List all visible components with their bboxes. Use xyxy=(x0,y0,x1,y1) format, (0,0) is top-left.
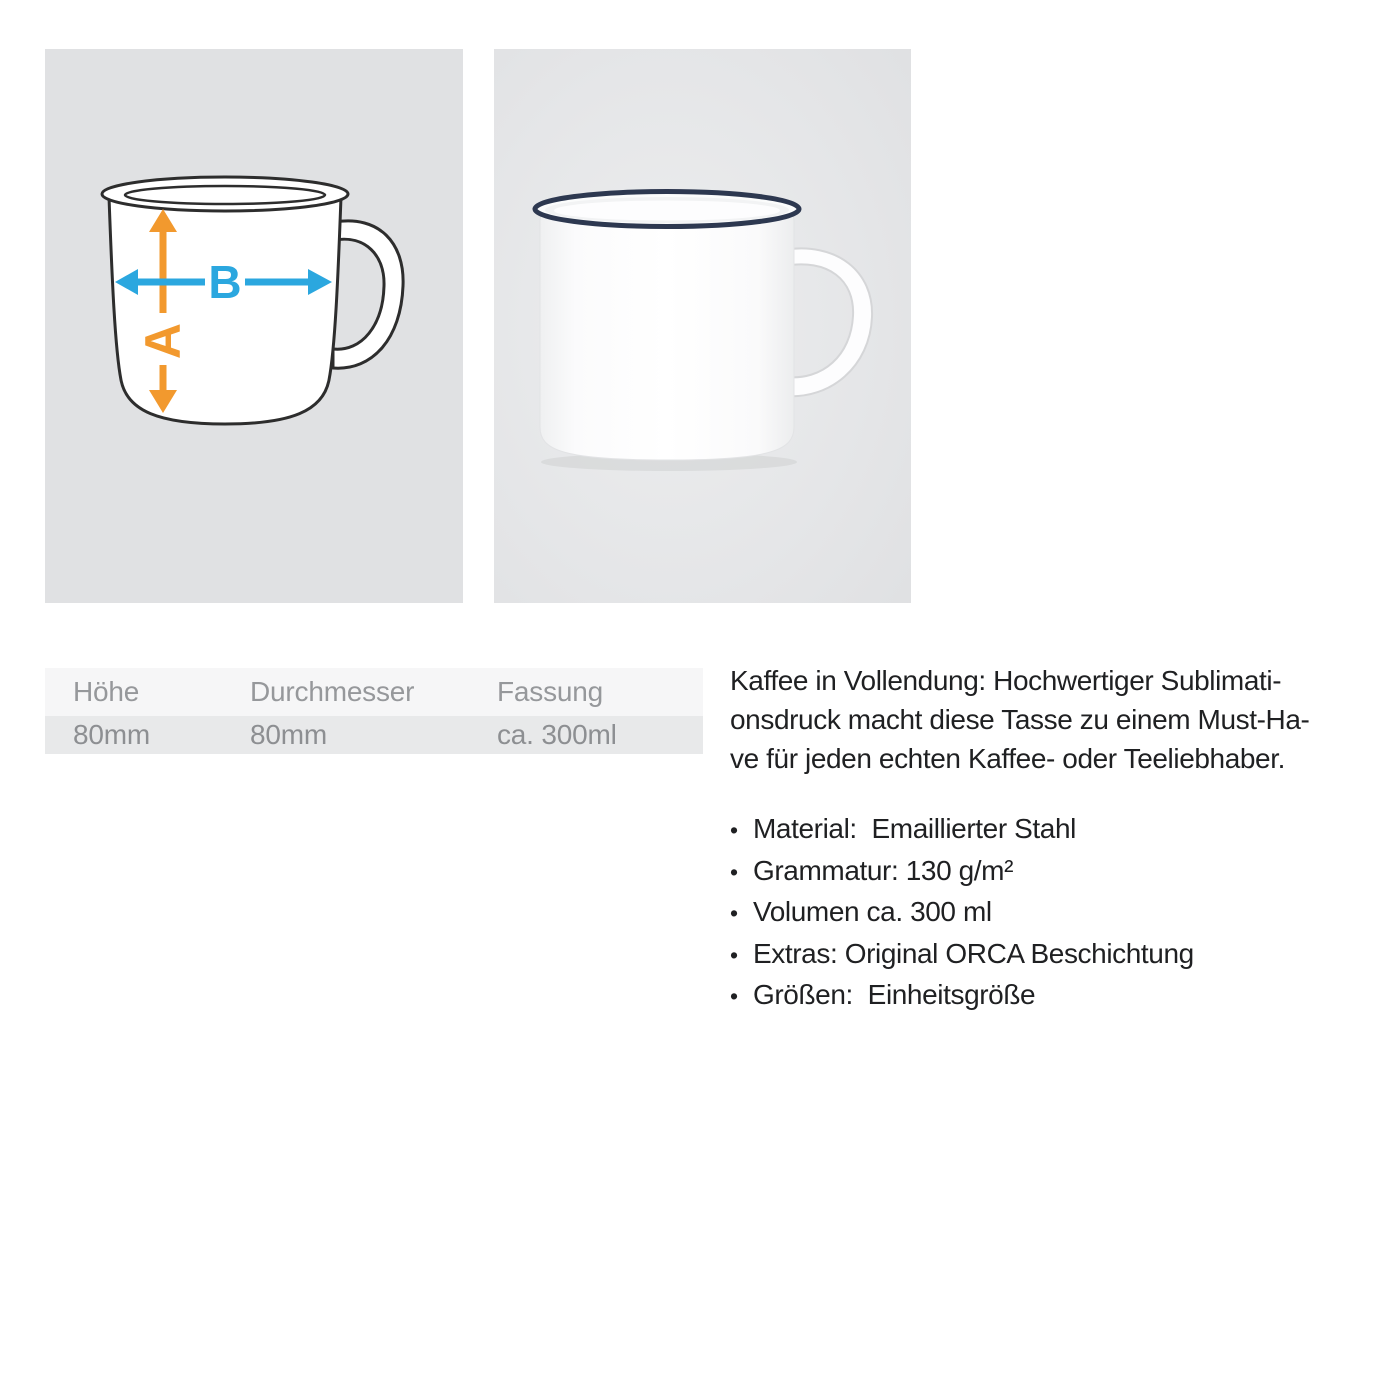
mug-photo-rim-inner xyxy=(554,201,780,221)
feature-groessen: Größen: Einheitsgröße xyxy=(753,979,1036,1010)
product-photo-panel xyxy=(494,49,911,603)
list-item xyxy=(730,892,1390,934)
feature-list xyxy=(730,809,1390,1017)
size-diagram-panel xyxy=(45,49,463,603)
dimension-label-a: A xyxy=(135,322,191,360)
spec-value-hoehe: 80mm xyxy=(73,719,150,750)
feature-extras: Extras: Original ORCA Beschichtung xyxy=(753,937,1194,969)
bullet-icon: • xyxy=(730,817,738,843)
spec-value-fassung: ca. 300ml xyxy=(497,719,617,750)
list-item xyxy=(730,975,1390,1017)
product-description xyxy=(730,661,1390,1017)
mug-photo-body xyxy=(540,212,794,460)
mug-rim-inner-outline xyxy=(125,186,325,204)
spec-table-value-row xyxy=(45,716,703,754)
list-item xyxy=(730,851,1390,893)
spec-table-header-row xyxy=(45,668,703,716)
description-line: onsdruck macht diese Tasse zu einem Must-Ha- xyxy=(730,704,1310,735)
bullet-icon: • xyxy=(730,983,738,1009)
bullet-icon: • xyxy=(730,941,738,968)
spec-header-durchmesser: Durchmesser xyxy=(250,676,415,707)
spec-value-durchmesser: 80mm xyxy=(250,719,327,750)
list-item xyxy=(730,934,1390,976)
description-line: ve für jeden echten Kaffee- oder Teeliebhaber. xyxy=(730,743,1285,774)
spec-table xyxy=(45,668,703,754)
list-item xyxy=(730,809,1390,851)
mug-body-outline xyxy=(109,197,341,424)
mug-handle-outline xyxy=(333,221,403,368)
bullet-icon: • xyxy=(730,858,738,885)
bullet-icon: • xyxy=(730,900,738,926)
feature-material: Material: Emaillierter Stahl xyxy=(753,813,1076,844)
spec-header-fassung: Fassung xyxy=(497,676,603,707)
enamel-mug-photo xyxy=(494,49,911,603)
dimension-label-b: B xyxy=(208,256,242,308)
spec-header-hoehe: Höhe xyxy=(73,676,140,707)
feature-grammatur: Grammatur: 130 g/m² xyxy=(753,854,1014,886)
description-line: Kaffee in Vollendung: Hochwertiger Sublimati- xyxy=(730,665,1282,696)
feature-volumen: Volumen ca. 300 ml xyxy=(753,896,992,927)
mug-dimension-diagram xyxy=(45,49,463,603)
